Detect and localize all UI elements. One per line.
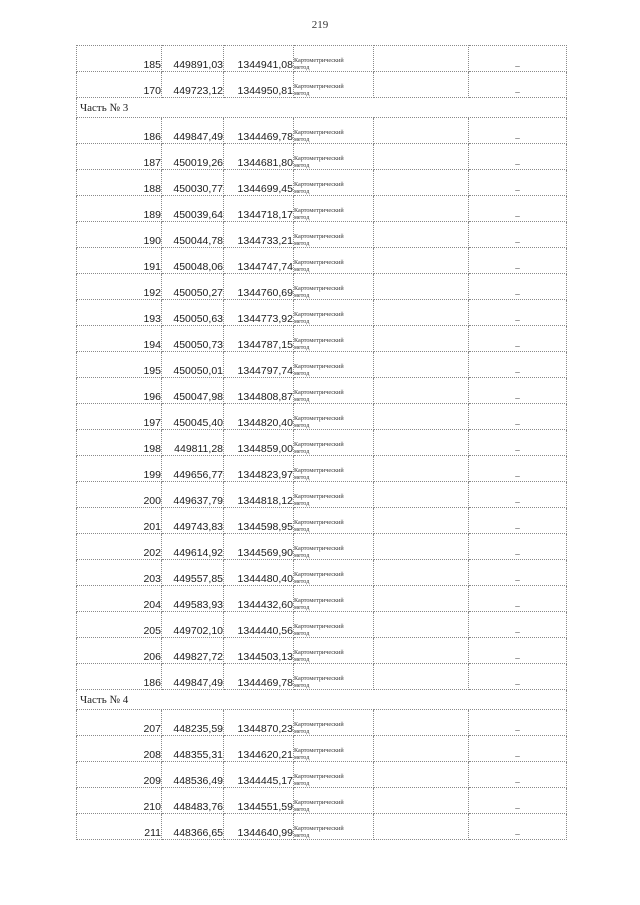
y-coordinate-cell: 1344503,13 xyxy=(224,638,294,664)
empty-cell xyxy=(374,612,469,638)
dash-cell: – xyxy=(469,170,567,196)
dash-cell: – xyxy=(469,300,567,326)
section-header-row xyxy=(77,98,567,118)
point-number-cell: 185 xyxy=(77,46,162,72)
method-line2: метод xyxy=(294,240,310,247)
table-row xyxy=(77,560,567,586)
method-cell xyxy=(294,196,374,222)
table-row xyxy=(77,612,567,638)
y-coordinate-cell: 1344870,23 xyxy=(224,710,294,736)
empty-cell xyxy=(374,586,469,612)
method-cell xyxy=(294,710,374,736)
method-line1: Картометрический xyxy=(294,415,344,422)
point-number-cell: 191 xyxy=(77,248,162,274)
x-coordinate-cell: 448483,76 xyxy=(162,788,224,814)
method-line2: метод xyxy=(294,448,310,455)
table-row xyxy=(77,430,567,456)
point-number-cell: 192 xyxy=(77,274,162,300)
point-number-cell: 202 xyxy=(77,534,162,560)
point-number-cell: 201 xyxy=(77,508,162,534)
empty-cell xyxy=(374,560,469,586)
table-row xyxy=(77,144,567,170)
method-cell xyxy=(294,326,374,352)
table-row xyxy=(77,736,567,762)
section-header-row xyxy=(77,690,567,710)
method-line1: Картометрический xyxy=(294,721,344,728)
empty-cell xyxy=(374,46,469,72)
x-coordinate-cell: 450050,01 xyxy=(162,352,224,378)
y-coordinate-cell: 1344950,81 xyxy=(224,72,294,98)
empty-cell xyxy=(374,508,469,534)
dash-cell: – xyxy=(469,482,567,508)
x-coordinate-cell: 449891,03 xyxy=(162,46,224,72)
point-number-cell: 206 xyxy=(77,638,162,664)
point-number-cell: 197 xyxy=(77,404,162,430)
y-coordinate-cell: 1344551,59 xyxy=(224,788,294,814)
empty-cell xyxy=(374,664,469,690)
table-row xyxy=(77,638,567,664)
method-line2: метод xyxy=(294,780,310,787)
page-number: 219 xyxy=(311,19,329,31)
method-cell xyxy=(294,586,374,612)
section-title: Часть № 3 xyxy=(77,98,567,118)
method-line1: Картометрический xyxy=(294,675,344,682)
y-coordinate-cell: 1344440,56 xyxy=(224,612,294,638)
method-cell xyxy=(294,222,374,248)
table-row xyxy=(77,72,567,98)
method-cell xyxy=(294,456,374,482)
table-row xyxy=(77,788,567,814)
x-coordinate-cell: 450030,77 xyxy=(162,170,224,196)
dash-cell: – xyxy=(469,404,567,430)
table-row xyxy=(77,274,567,300)
x-coordinate-cell: 450044,78 xyxy=(162,222,224,248)
method-line1: Картометрический xyxy=(294,155,344,162)
method-line2: метод xyxy=(294,344,310,351)
point-number-cell: 209 xyxy=(77,762,162,788)
point-number-cell: 203 xyxy=(77,560,162,586)
method-cell xyxy=(294,814,374,840)
x-coordinate-cell: 448536,49 xyxy=(162,762,224,788)
method-line1: Картометрический xyxy=(294,649,344,656)
empty-cell xyxy=(374,248,469,274)
table-row xyxy=(77,456,567,482)
point-number-cell: 194 xyxy=(77,326,162,352)
coordinates-table-body xyxy=(77,46,567,840)
method-cell xyxy=(294,274,374,300)
point-number-cell: 198 xyxy=(77,430,162,456)
method-line2: метод xyxy=(294,832,310,839)
dash-cell: – xyxy=(469,508,567,534)
method-line2: метод xyxy=(294,526,310,533)
method-line1: Картометрический xyxy=(294,467,344,474)
point-number-cell: 205 xyxy=(77,612,162,638)
y-coordinate-cell: 1344469,78 xyxy=(224,664,294,690)
dash-cell: – xyxy=(469,72,567,98)
method-line2: метод xyxy=(294,656,310,663)
table-row xyxy=(77,710,567,736)
y-coordinate-cell: 1344773,92 xyxy=(224,300,294,326)
method-line1: Картометрический xyxy=(294,799,344,806)
y-coordinate-cell: 1344820,40 xyxy=(224,404,294,430)
table-row xyxy=(77,118,567,144)
dash-cell: – xyxy=(469,664,567,690)
empty-cell xyxy=(374,170,469,196)
method-cell xyxy=(294,118,374,144)
x-coordinate-cell: 449656,77 xyxy=(162,456,224,482)
section-title: Часть № 4 xyxy=(77,690,567,710)
method-line1: Картометрический xyxy=(294,363,344,370)
x-coordinate-cell: 448355,31 xyxy=(162,736,224,762)
dash-cell: – xyxy=(469,612,567,638)
x-coordinate-cell: 449847,49 xyxy=(162,664,224,690)
method-cell xyxy=(294,508,374,534)
y-coordinate-cell: 1344569,90 xyxy=(224,534,294,560)
y-coordinate-cell: 1344620,21 xyxy=(224,736,294,762)
method-line1: Картометрический xyxy=(294,441,344,448)
x-coordinate-cell: 450045,40 xyxy=(162,404,224,430)
method-line2: метод xyxy=(294,396,310,403)
x-coordinate-cell: 449614,92 xyxy=(162,534,224,560)
method-line2: метод xyxy=(294,318,310,325)
x-coordinate-cell: 448235,59 xyxy=(162,710,224,736)
method-line1: Картометрический xyxy=(294,207,344,214)
point-number-cell: 170 xyxy=(77,72,162,98)
empty-cell xyxy=(374,710,469,736)
y-coordinate-cell: 1344480,40 xyxy=(224,560,294,586)
table-row xyxy=(77,378,567,404)
method-cell xyxy=(294,560,374,586)
dash-cell: – xyxy=(469,534,567,560)
table-row xyxy=(77,196,567,222)
method-line2: метод xyxy=(294,214,310,221)
point-number-cell: 190 xyxy=(77,222,162,248)
method-line2: метод xyxy=(294,578,310,585)
method-line2: метод xyxy=(294,370,310,377)
x-coordinate-cell: 450047,98 xyxy=(162,378,224,404)
table-row xyxy=(77,326,567,352)
empty-cell xyxy=(374,326,469,352)
empty-cell xyxy=(374,788,469,814)
method-cell xyxy=(294,404,374,430)
method-line1: Картометрический xyxy=(294,545,344,552)
x-coordinate-cell: 450048,06 xyxy=(162,248,224,274)
y-coordinate-cell: 1344733,21 xyxy=(224,222,294,248)
method-cell xyxy=(294,788,374,814)
method-line1: Картометрический xyxy=(294,519,344,526)
method-cell xyxy=(294,638,374,664)
method-line2: метод xyxy=(294,136,310,143)
dash-cell: – xyxy=(469,430,567,456)
x-coordinate-cell: 449811,28 xyxy=(162,430,224,456)
y-coordinate-cell: 1344941,08 xyxy=(224,46,294,72)
method-cell xyxy=(294,762,374,788)
table-row xyxy=(77,222,567,248)
method-line1: Картометрический xyxy=(294,493,344,500)
empty-cell xyxy=(374,72,469,98)
method-line2: метод xyxy=(294,188,310,195)
y-coordinate-cell: 1344760,69 xyxy=(224,274,294,300)
method-cell xyxy=(294,482,374,508)
method-line1: Картометрический xyxy=(294,825,344,832)
table-row xyxy=(77,664,567,690)
x-coordinate-cell: 449847,49 xyxy=(162,118,224,144)
dash-cell: – xyxy=(469,638,567,664)
x-coordinate-cell: 449743,83 xyxy=(162,508,224,534)
method-line1: Картометрический xyxy=(294,83,344,90)
empty-cell xyxy=(374,144,469,170)
y-coordinate-cell: 1344699,45 xyxy=(224,170,294,196)
method-line2: метод xyxy=(294,682,310,689)
point-number-cell: 210 xyxy=(77,788,162,814)
table-row xyxy=(77,46,567,72)
x-coordinate-cell: 450039,64 xyxy=(162,196,224,222)
x-coordinate-cell: 450050,63 xyxy=(162,300,224,326)
table-row xyxy=(77,300,567,326)
y-coordinate-cell: 1344432,60 xyxy=(224,586,294,612)
method-line2: метод xyxy=(294,90,310,97)
method-line1: Картометрический xyxy=(294,129,344,136)
method-cell xyxy=(294,300,374,326)
dash-cell: – xyxy=(469,248,567,274)
empty-cell xyxy=(374,814,469,840)
y-coordinate-cell: 1344787,15 xyxy=(224,326,294,352)
method-line1: Картометрический xyxy=(294,597,344,604)
method-cell xyxy=(294,46,374,72)
x-coordinate-cell: 449702,10 xyxy=(162,612,224,638)
point-number-cell: 188 xyxy=(77,170,162,196)
point-number-cell: 196 xyxy=(77,378,162,404)
dash-cell: – xyxy=(469,710,567,736)
method-line1: Картометрический xyxy=(294,389,344,396)
method-line1: Картометрический xyxy=(294,773,344,780)
dash-cell: – xyxy=(469,586,567,612)
table-row xyxy=(77,508,567,534)
method-line1: Картометрический xyxy=(294,181,344,188)
point-number-cell: 200 xyxy=(77,482,162,508)
method-line1: Картометрический xyxy=(294,57,344,64)
table-row xyxy=(77,404,567,430)
point-number-cell: 186 xyxy=(77,664,162,690)
dash-cell: – xyxy=(469,274,567,300)
method-cell xyxy=(294,534,374,560)
x-coordinate-cell: 449583,93 xyxy=(162,586,224,612)
method-cell xyxy=(294,72,374,98)
method-line2: метод xyxy=(294,604,310,611)
point-number-cell: 208 xyxy=(77,736,162,762)
empty-cell xyxy=(374,638,469,664)
empty-cell xyxy=(374,118,469,144)
method-cell xyxy=(294,736,374,762)
table-row xyxy=(77,482,567,508)
method-line1: Картометрический xyxy=(294,337,344,344)
empty-cell xyxy=(374,378,469,404)
method-cell xyxy=(294,378,374,404)
y-coordinate-cell: 1344445,17 xyxy=(224,762,294,788)
dash-cell: – xyxy=(469,560,567,586)
dash-cell: – xyxy=(469,352,567,378)
dash-cell: – xyxy=(469,736,567,762)
dash-cell: – xyxy=(469,144,567,170)
point-number-cell: 204 xyxy=(77,586,162,612)
point-number-cell: 193 xyxy=(77,300,162,326)
method-line1: Картометрический xyxy=(294,623,344,630)
method-line2: метод xyxy=(294,162,310,169)
method-line1: Картометрический xyxy=(294,259,344,266)
empty-cell xyxy=(374,456,469,482)
empty-cell xyxy=(374,534,469,560)
method-cell xyxy=(294,144,374,170)
dash-cell: – xyxy=(469,326,567,352)
point-number-cell: 195 xyxy=(77,352,162,378)
empty-cell xyxy=(374,196,469,222)
method-cell xyxy=(294,248,374,274)
table-row xyxy=(77,762,567,788)
method-line1: Картометрический xyxy=(294,285,344,292)
dash-cell: – xyxy=(469,456,567,482)
method-line1: Картометрический xyxy=(294,571,344,578)
method-cell xyxy=(294,170,374,196)
x-coordinate-cell: 450050,73 xyxy=(162,326,224,352)
y-coordinate-cell: 1344747,74 xyxy=(224,248,294,274)
y-coordinate-cell: 1344469,78 xyxy=(224,118,294,144)
method-cell xyxy=(294,612,374,638)
empty-cell xyxy=(374,482,469,508)
point-number-cell: 187 xyxy=(77,144,162,170)
x-coordinate-cell: 449827,72 xyxy=(162,638,224,664)
point-number-cell: 186 xyxy=(77,118,162,144)
y-coordinate-cell: 1344681,80 xyxy=(224,144,294,170)
y-coordinate-cell: 1344718,17 xyxy=(224,196,294,222)
y-coordinate-cell: 1344640,99 xyxy=(224,814,294,840)
y-coordinate-cell: 1344808,87 xyxy=(224,378,294,404)
empty-cell xyxy=(374,222,469,248)
table-row xyxy=(77,586,567,612)
method-line2: метод xyxy=(294,422,310,429)
method-line2: метод xyxy=(294,552,310,559)
dash-cell: – xyxy=(469,788,567,814)
y-coordinate-cell: 1344823,97 xyxy=(224,456,294,482)
point-number-cell: 207 xyxy=(77,710,162,736)
method-line2: метод xyxy=(294,474,310,481)
method-line2: метод xyxy=(294,266,310,273)
x-coordinate-cell: 449637,79 xyxy=(162,482,224,508)
method-cell xyxy=(294,664,374,690)
method-line2: метод xyxy=(294,754,310,761)
dash-cell: – xyxy=(469,196,567,222)
x-coordinate-cell: 450050,27 xyxy=(162,274,224,300)
dash-cell: – xyxy=(469,762,567,788)
method-line1: Картометрический xyxy=(294,747,344,754)
table-row xyxy=(77,170,567,196)
table-row xyxy=(77,534,567,560)
empty-cell xyxy=(374,274,469,300)
table-row xyxy=(77,248,567,274)
method-line2: метод xyxy=(294,806,310,813)
method-line2: метод xyxy=(294,630,310,637)
method-line1: Картометрический xyxy=(294,311,344,318)
dash-cell: – xyxy=(469,118,567,144)
empty-cell xyxy=(374,300,469,326)
method-line2: метод xyxy=(294,64,310,71)
y-coordinate-cell: 1344859,00 xyxy=(224,430,294,456)
method-line2: метод xyxy=(294,728,310,735)
x-coordinate-cell: 448366,65 xyxy=(162,814,224,840)
method-line2: метод xyxy=(294,292,310,299)
x-coordinate-cell: 449557,85 xyxy=(162,560,224,586)
point-number-cell: 189 xyxy=(77,196,162,222)
y-coordinate-cell: 1344797,74 xyxy=(224,352,294,378)
empty-cell xyxy=(374,736,469,762)
dash-cell: – xyxy=(469,46,567,72)
coordinates-table xyxy=(76,45,567,840)
empty-cell xyxy=(374,430,469,456)
method-line1: Картометрический xyxy=(294,233,344,240)
x-coordinate-cell: 449723,12 xyxy=(162,72,224,98)
empty-cell xyxy=(374,352,469,378)
dash-cell: – xyxy=(469,378,567,404)
method-line2: метод xyxy=(294,500,310,507)
point-number-cell: 211 xyxy=(77,814,162,840)
empty-cell xyxy=(374,762,469,788)
empty-cell xyxy=(374,404,469,430)
dash-cell: – xyxy=(469,814,567,840)
table-row xyxy=(77,814,567,840)
method-cell xyxy=(294,352,374,378)
point-number-cell: 199 xyxy=(77,456,162,482)
method-cell xyxy=(294,430,374,456)
y-coordinate-cell: 1344598,95 xyxy=(224,508,294,534)
y-coordinate-cell: 1344818,12 xyxy=(224,482,294,508)
table-row xyxy=(77,352,567,378)
dash-cell: – xyxy=(469,222,567,248)
x-coordinate-cell: 450019,26 xyxy=(162,144,224,170)
